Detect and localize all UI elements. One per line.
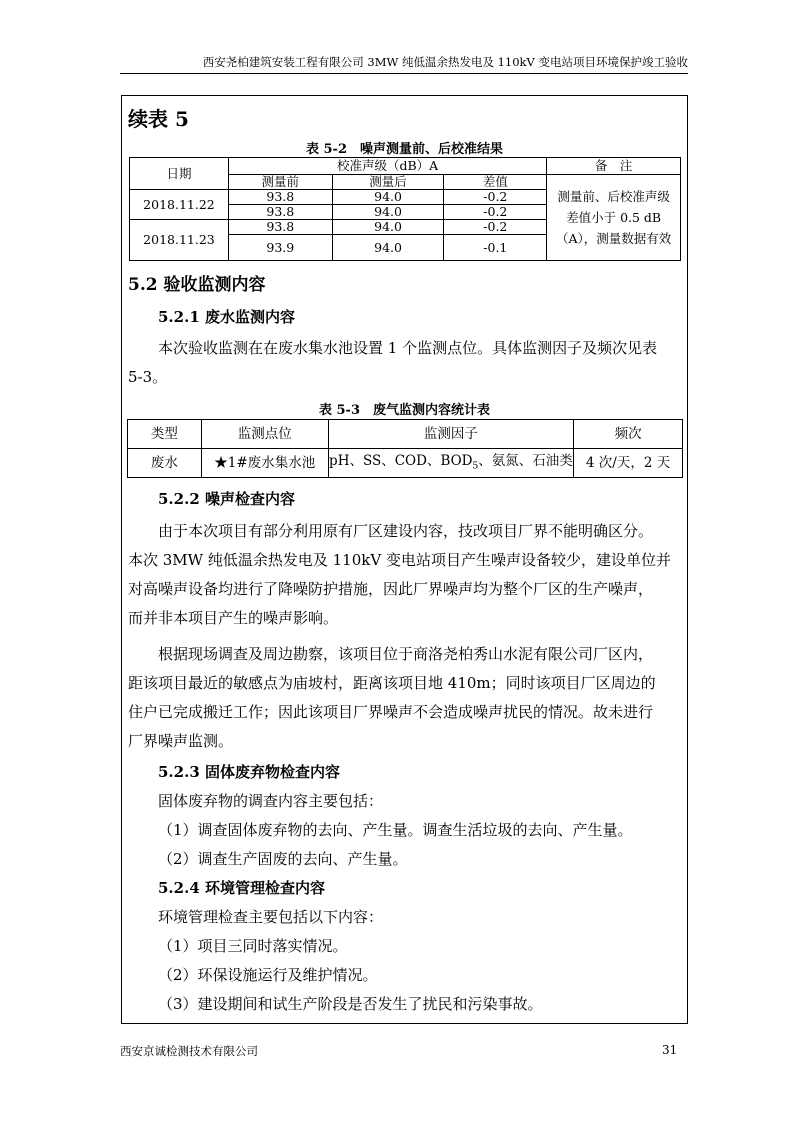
list-item: （1）调查固体废弃物的去向、产生量。调查生活垃圾的去向、产生量。 (158, 821, 633, 839)
diff-cell: -0.2 (444, 220, 547, 235)
paragraph-line: 对高噪声设备均进行了降噪防护措施，因此厂界噪声均为整个厂区的生产噪声， (128, 580, 654, 598)
th-type: 类型 (128, 420, 202, 449)
factor-text-a: pH、SS、COD、BOD (329, 452, 473, 469)
paragraph-line: 住户已完成搬迁工作；因此该项目厂界噪声不会造成噪声扰民的情况。故未进行 (128, 703, 654, 721)
th-frequency: 频次 (574, 420, 683, 449)
factor-cell (328, 449, 574, 478)
table-5-3-caption: 表 5-3 废气监测内容统计表 (318, 403, 490, 418)
factor-subscript: 5 (472, 461, 479, 472)
paragraph-line: 环境管理检查主要包括以下内容： (158, 908, 384, 926)
frequency-cell: 4 次/天，2 天 (574, 449, 683, 478)
type-cell: 废水 (128, 449, 202, 478)
section-5-2-title: 5.2 验收监测内容 (128, 275, 266, 295)
diff-cell: -0.2 (444, 205, 547, 220)
paragraph-line: 距该项目最近的敏感点为庙坡村，距离该项目地 410m；同时该项目厂区周边的 (128, 674, 656, 692)
th-point: 监测点位 (201, 420, 328, 449)
section-continued-title: 续表 5 (128, 107, 189, 131)
diff-cell: -0.2 (444, 190, 547, 205)
list-item: （3）建设期间和试生产阶段是否发生了扰民和污染事故。 (158, 995, 543, 1013)
date-cell: 2018.11.22 (130, 190, 229, 220)
point-cell: ★1#废水集水池 (201, 449, 328, 478)
paragraph-line: 5-3。 (128, 368, 168, 386)
list-item: （1）项目三同时落实情况。 (158, 937, 348, 955)
before-cell: 93.8 (228, 205, 332, 220)
before-cell: 93.9 (228, 235, 332, 261)
paragraph-line: 本次验收监测在在废水集水池设置 1 个监测点位。具体监测因子及频次见表 (158, 339, 658, 357)
th-diff: 差值 (444, 175, 547, 190)
paragraph-line: 固体废弃物的调查内容主要包括： (158, 792, 384, 810)
footer-company: 西安京诚检测技术有限公司 (120, 1044, 258, 1058)
note-cell: 测量前、后校准声级差值小于 0.5 dB（A），测量数据有效 (547, 175, 681, 261)
before-cell: 93.8 (228, 190, 332, 205)
factor-text-b: 、氨氮、石油类 (478, 452, 573, 469)
page-header: 西安尧柏建筑安装工程有限公司 3MW 纯低温余热发电及 110kV 变电站项目环境保护竣工验收 (202, 55, 688, 69)
th-calibration-group: 校准声级（dB）A (228, 158, 546, 175)
date-cell: 2018.11.23 (130, 220, 229, 261)
table-5-3 (127, 419, 683, 478)
table-5-2 (129, 157, 681, 261)
section-5-2-3-title: 5.2.3 固体废弃物检查内容 (158, 763, 340, 781)
paragraph-line: 厂界噪声监测。 (128, 732, 234, 750)
header-rule (120, 73, 688, 74)
after-cell: 94.0 (332, 205, 444, 220)
section-5-2-1-title: 5.2.1 废水监测内容 (158, 308, 295, 326)
section-5-2-2-title: 5.2.2 噪声检查内容 (158, 490, 295, 508)
paragraph-line: 而并非本项目产生的噪声影响。 (128, 609, 339, 627)
paragraph-line: 由于本次项目有部分利用原有厂区建设内容，技改项目厂界不能明确区分。 (158, 522, 654, 540)
th-after: 测量后 (332, 175, 444, 190)
after-cell: 94.0 (332, 190, 444, 205)
th-note: 备 注 (547, 158, 681, 175)
list-item: （2）环保设施运行及维护情况。 (158, 966, 378, 984)
th-factor: 监测因子 (328, 420, 574, 449)
diff-cell: -0.1 (444, 235, 547, 261)
before-cell: 93.8 (228, 220, 332, 235)
section-5-2-4-title: 5.2.4 环境管理检查内容 (158, 879, 325, 897)
list-item: （2）调查生产固废的去向、产生量。 (158, 850, 408, 868)
after-cell: 94.0 (332, 235, 444, 261)
paragraph-line: 根据现场调查及周边勘察，该项目位于商洛尧柏秀山水泥有限公司厂区内， (158, 645, 654, 663)
after-cell: 94.0 (332, 220, 444, 235)
th-date: 日期 (130, 158, 229, 190)
paragraph-line: 本次 3MW 纯低温余热发电及 110kV 变电站项目产生噪声设备较少，建设单位并 (128, 551, 671, 569)
th-before: 测量前 (228, 175, 332, 190)
page-number: 31 (662, 1043, 678, 1057)
table-5-2-caption: 表 5-2 噪声测量前、后校准结果 (305, 142, 503, 157)
